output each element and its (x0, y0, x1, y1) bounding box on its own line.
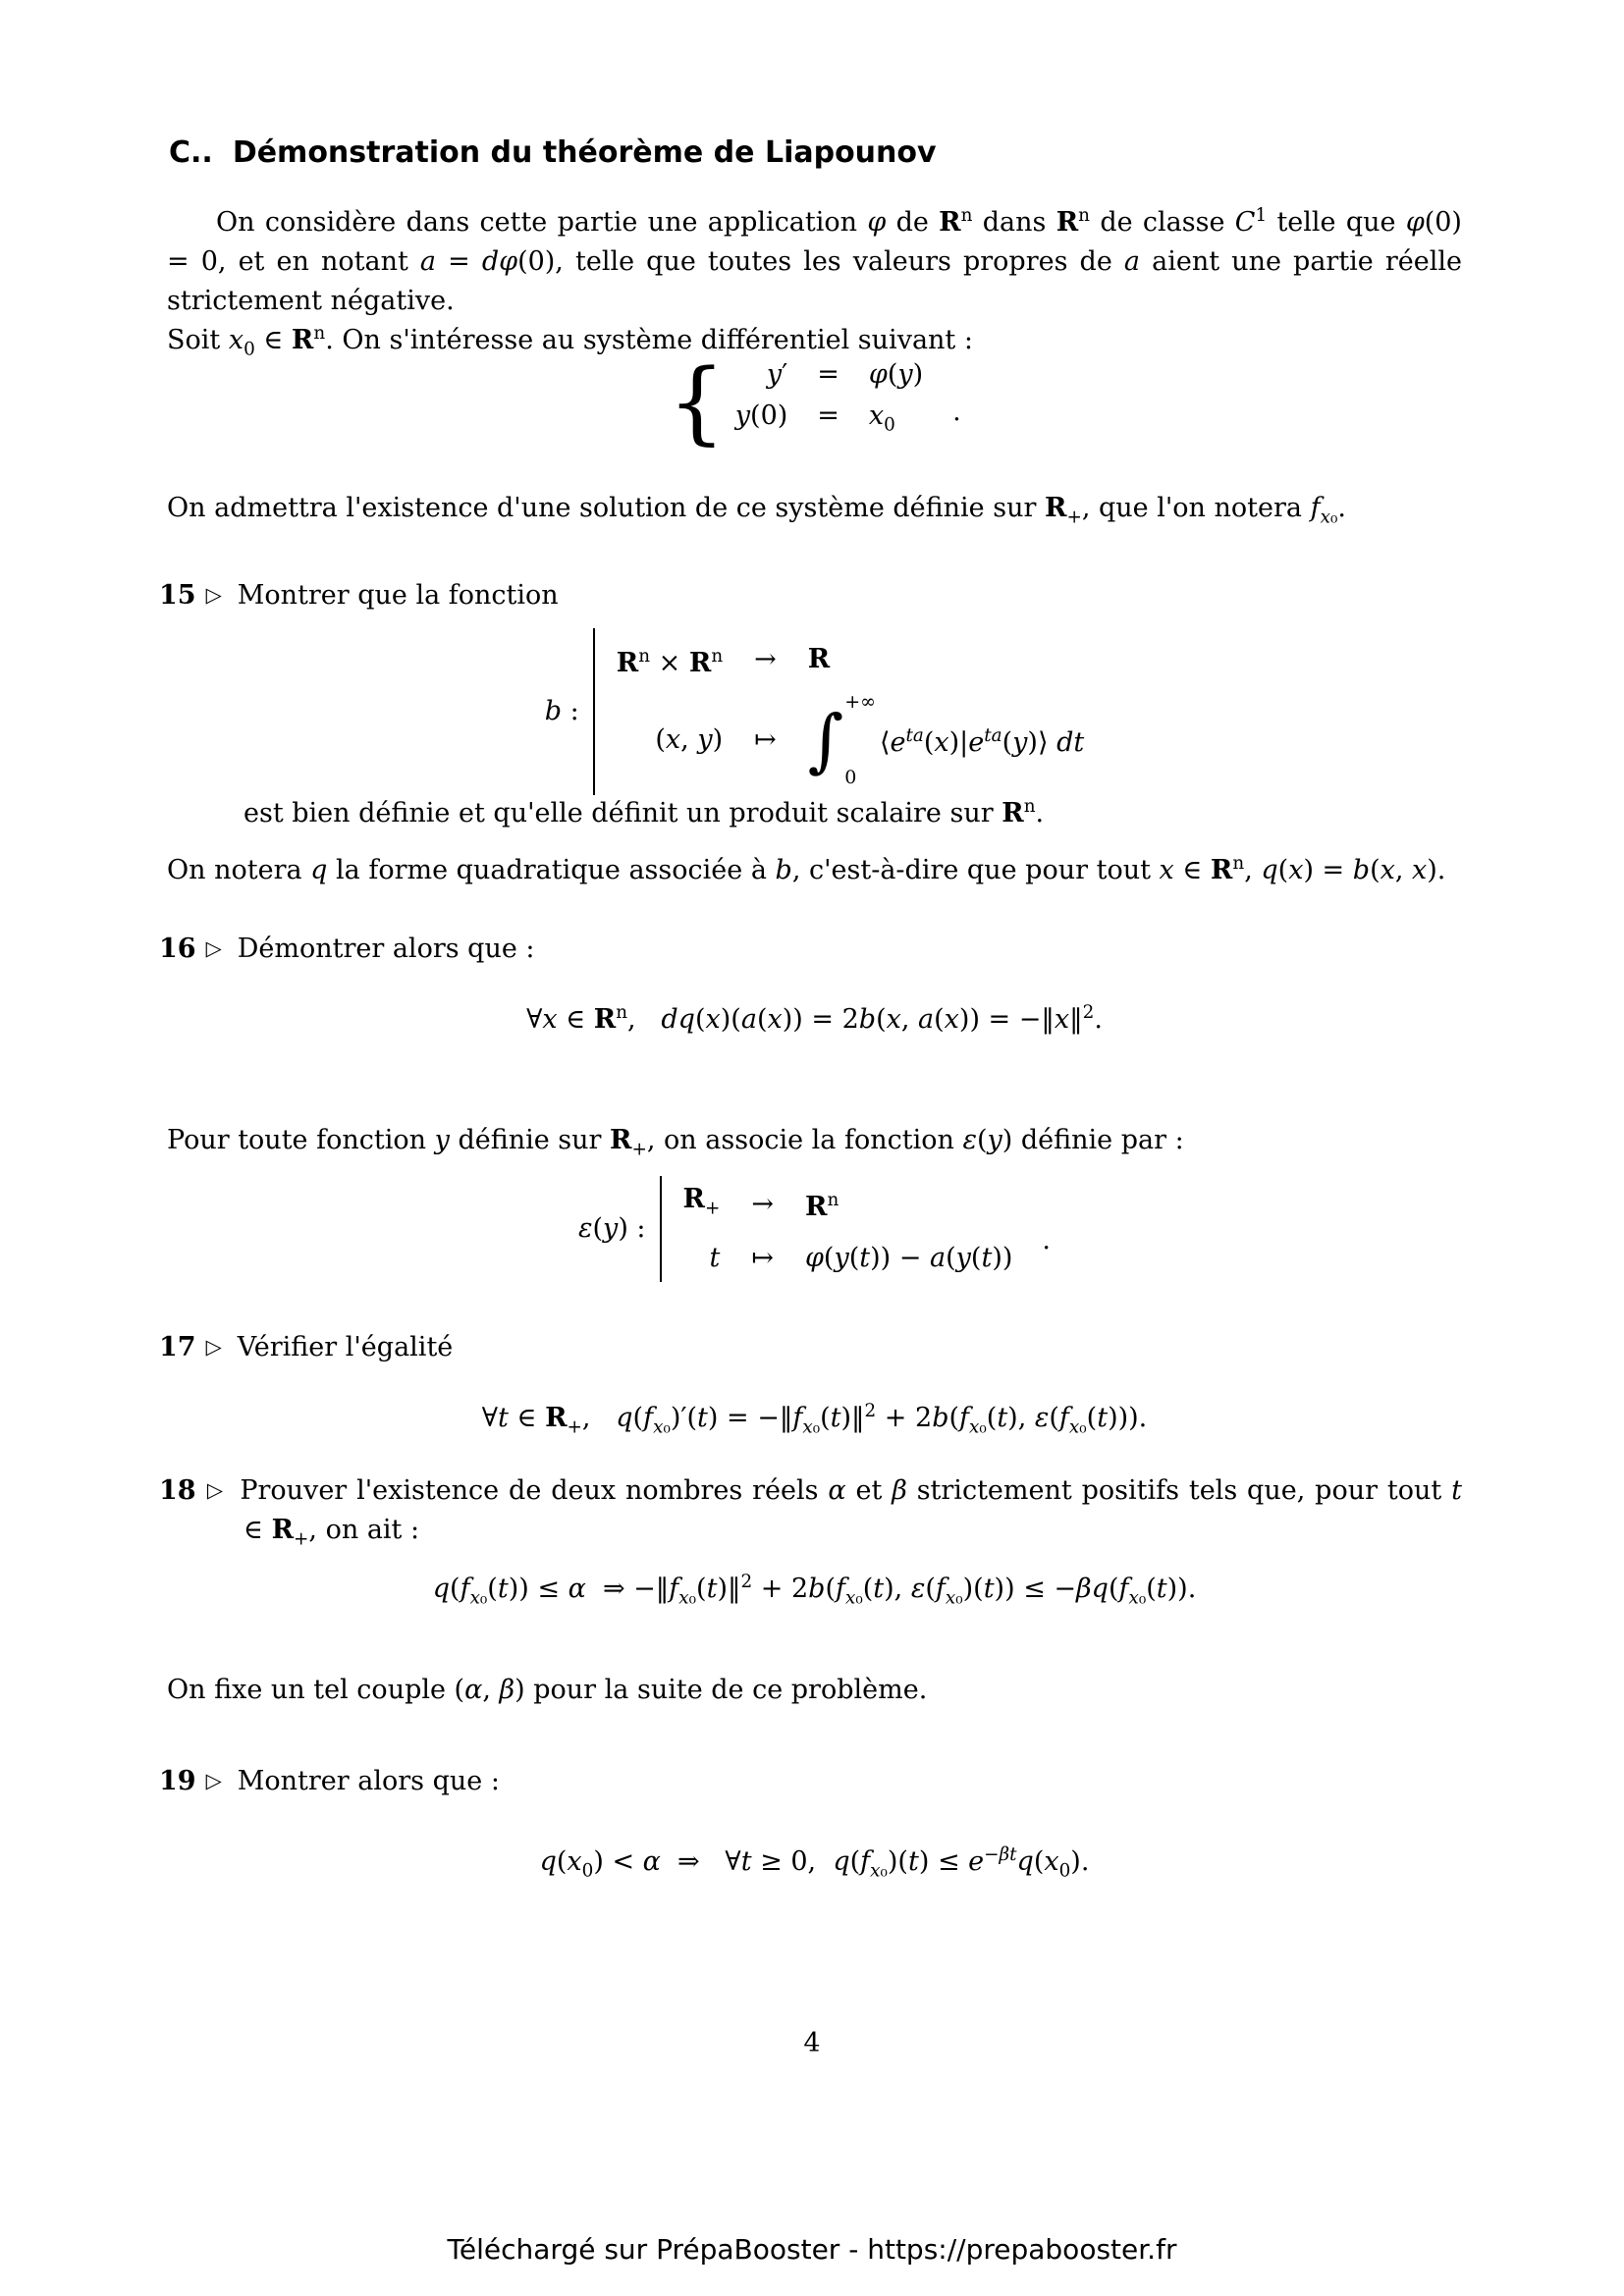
section-label: C.. (169, 135, 213, 170)
system-eq2-rel: = (817, 400, 839, 432)
question-17 (159, 1327, 1462, 1367)
epsilon-intro-paragraph: Pour toute fonction y définie sur $R_+$, on associe la fonction ε(y) définie par : (167, 1125, 1184, 1160)
fix-couple-paragraph: On fixe un tel couple (α, β) pour la suite de ce problème. (167, 1675, 928, 1705)
epsilon-definition-display (167, 1176, 1462, 1282)
triangle-marker-icon: ▷ (205, 583, 222, 607)
question-18-number: 18 (159, 1475, 196, 1506)
epsilon-argument: t (709, 1242, 721, 1273)
mapsto-icon: ↦ (751, 1242, 774, 1273)
b-map-rows (617, 637, 1084, 787)
b-argument: (x, y) (655, 723, 724, 755)
epsilon-trailing-period: . (1042, 1225, 1051, 1255)
map-vertical-bar (593, 628, 595, 795)
epsilon-codomain: $R^n$ (805, 1190, 839, 1223)
question-18-text: Prouver l'existence de deux nombres réels α et β strictement positifs tels que, pour tout t ∈ $R_+$, on ait : (240, 1475, 1462, 1550)
b-codomain: R (807, 644, 831, 674)
intro-paragraph-1: On considère dans cette partie une application φ de $R^n$ dans $R^n$ de classe $C^1$ telle que φ(0) = 0, et en notant a = dφ(0), telle que toutes les valeurs propres de a aient une partie réelle strictement négative. (167, 205, 1463, 316)
triangle-marker-icon: ▷ (205, 936, 222, 960)
system-eq1-rhs: φ(y) (868, 359, 924, 391)
question-15-continuation: est bien définie et qu'elle définit un produit scalaire sur $R^n$. (244, 796, 1045, 828)
triangle-marker-icon: ▷ (205, 1478, 225, 1502)
formula-16: ∀x ∈ $R^n$, dq(x)(a(x)) = 2b(x, a(x)) = −‖x‖$^2$. (526, 1002, 1103, 1035)
triangle-marker-icon: ▷ (205, 1769, 222, 1792)
system-trailing-period: . (952, 397, 961, 427)
system-eq2-rhs: $x_0$ (868, 400, 895, 436)
question-15 (159, 575, 1462, 615)
epsilon-map-label: ε(y) : (578, 1213, 646, 1244)
question-18 (159, 1470, 1462, 1559)
footer-credit: Téléchargé sur PrépaBooster - https://prepabooster.fr (447, 2233, 1177, 2266)
system-display (167, 349, 1462, 454)
question-16 (159, 929, 1462, 969)
page-number: 4 (803, 2028, 821, 2058)
triangle-marker-icon: ▷ (205, 1335, 222, 1359)
left-brace: { (668, 349, 726, 454)
system-eq1-rel: = (817, 359, 839, 391)
system-eq1-lhs: y′ (766, 359, 788, 391)
question-19 (159, 1761, 1462, 1801)
b-domain: $R^n \times R^n$ (616, 645, 724, 678)
question-16-text: Démontrer alors que : (237, 934, 535, 964)
system-eq2-lhs: y(0) (734, 400, 788, 432)
epsilon-map-rows (683, 1180, 1013, 1277)
question-19-number: 19 (159, 1766, 196, 1796)
b-definition-display (167, 628, 1462, 795)
question-16-number: 16 (159, 934, 196, 964)
epsilon-domain: $R_+$ (682, 1184, 721, 1219)
b-image-integral: ∫ +∞ 0 $⟨e^{ta}(x)|e^{ta}(y)⟩$ dt (807, 690, 1085, 788)
section-title: Démonstration du théorème de Liapounov (232, 135, 937, 170)
question-17-text: Vérifier l'égalité (237, 1332, 454, 1362)
quadratic-form-paragraph: On notera q la forme quadratique associée à b, c'est-à-dire que pour tout x ∈ $R^n$, q(x) = b(x, x). (167, 853, 1446, 885)
formula-18: $q(f_{x_0}(t)) \le \alpha$ ⇒ $-‖f_{x_0}(t)‖^2 + 2b(f_{x_0}(t)$, $\varepsilon(f_{x_0})(t)) \le -\beta q(f_{x_0}(t))$. (432, 1572, 1197, 1609)
question-19-text: Montrer alors que : (237, 1766, 500, 1796)
solution-note-paragraph: On admettra l'existence d'une solution de ce système définie sur $R_+$, que l'on notera $f_{x_0}$. (167, 493, 1346, 528)
epsilon-image: φ(y(t)) − a(y(t)) (805, 1242, 1013, 1273)
question-15-text: Montrer que la fonction (237, 580, 559, 611)
section-heading (169, 135, 937, 171)
arrow-right-icon: → (751, 1188, 774, 1219)
question-17-number: 17 (159, 1332, 196, 1362)
b-map-label: b : (544, 696, 579, 726)
formula-17: ∀t ∈ $R_+$, $q(f_{x_0})'(t)$ = $-‖f_{x_0}(t)‖^2 + 2b(f_{x_0}(t)$, $\varepsilon(f_{x_0}(t))$). (481, 1401, 1148, 1438)
formula-19: $q(x_0) < \alpha$ ⇒ ∀t ≥ 0, $q(f_{x_0})(t) \le e^{-\beta t}q(x_0)$. (539, 1844, 1090, 1882)
arrow-right-icon: → (754, 644, 777, 674)
question-15-number: 15 (159, 580, 196, 611)
system-equations (735, 356, 923, 444)
intro-paragraph-2: Soit $x_0$ ∈ $R^n$. On s'intéresse au système différentiel suivant : (167, 323, 973, 360)
mapsto-icon: ↦ (754, 723, 777, 755)
map-vertical-bar (660, 1176, 662, 1282)
